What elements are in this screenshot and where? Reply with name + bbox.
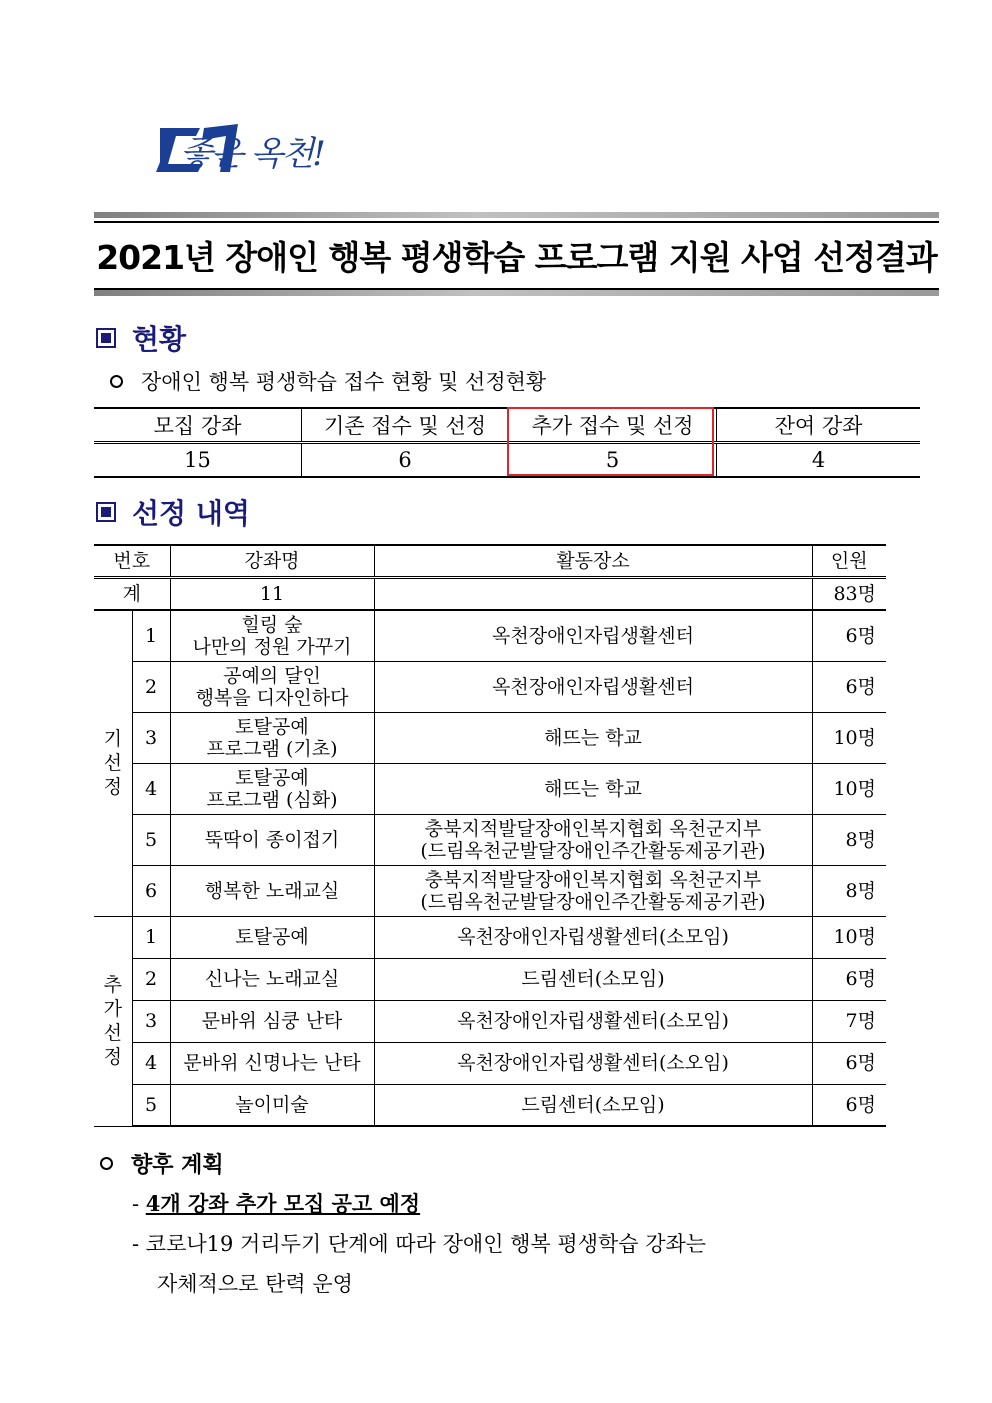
section-selection-heading <box>96 492 250 532</box>
square-bullet-icon <box>96 502 116 522</box>
group-label <box>94 727 132 799</box>
plan-item-continued: 자체적으로 탄력 운영 <box>157 1272 353 1296</box>
course-place: 해뜨는 학교 <box>374 712 812 763</box>
course-name: 공예의 달인 행복을 디자인하다 <box>170 661 374 712</box>
course-place: 드림센터(소모임) <box>374 1084 812 1126</box>
group-label-char: 선 <box>103 1022 122 1044</box>
document-title: 2021년 장애인 행복 평생학습 프로그램 지원 사업 선정결과 <box>96 238 937 277</box>
course-place: 해뜨는 학교 <box>374 763 812 814</box>
group-label-char: 가 <box>103 998 122 1020</box>
table-row <box>94 1084 886 1126</box>
course-place: 충북지적발달장애인복지협회 옥천군지부 (드림옥천군발달장애인주간활동제공기관) <box>374 865 812 916</box>
course-place: 옥천장애인자립생활센터 <box>374 610 812 661</box>
table-row <box>94 712 886 763</box>
course-count: 6명 <box>812 958 886 1000</box>
plan-item: - 코로나19 거리두기 단계에 따라 장애인 행복 평생학습 강좌는 <box>132 1232 707 1256</box>
header-name: 강좌명 <box>170 545 374 578</box>
course-place: 옥천장애인자립생활센터(소모임) <box>374 1000 812 1042</box>
course-place: 옥천장애인자립생활센터(소모임) <box>374 916 812 958</box>
total-label: 계 <box>94 578 170 611</box>
course-count: 7명 <box>812 1000 886 1042</box>
header-no: 번호 <box>94 545 170 578</box>
status-bullet <box>110 366 546 396</box>
row-number: 5 <box>132 1084 170 1126</box>
total-count: 83명 <box>812 578 886 611</box>
plan-item: - 4개 강좌 추가 모집 공고 예정 <box>132 1191 421 1216</box>
course-name: 힐링 숲 나만의 정원 가꾸기 <box>170 610 374 661</box>
status-header-cell: 기존 접수 및 선정 <box>302 408 509 443</box>
row-number: 6 <box>132 865 170 916</box>
course-name: 문바위 심쿵 난타 <box>170 1000 374 1042</box>
course-name: 신나는 노래교실 <box>170 958 374 1000</box>
title-band <box>94 212 939 296</box>
group-label-char: 정 <box>103 1046 122 1068</box>
logo-slogan: 좋은 옥천! <box>180 134 324 174</box>
square-bullet-icon <box>96 328 116 348</box>
course-count: 8명 <box>812 865 886 916</box>
course-count: 10명 <box>812 916 886 958</box>
group-label <box>94 973 132 1069</box>
course-name: 행복한 노래교실 <box>170 865 374 916</box>
row-number: 3 <box>132 1000 170 1042</box>
header-count: 인원 <box>812 545 886 578</box>
group-label-cell <box>94 916 132 1126</box>
total-place <box>374 578 812 611</box>
row-number: 4 <box>132 1042 170 1084</box>
section-selection-title: 선정 내역 <box>132 497 250 530</box>
status-value-cell: 4 <box>717 443 921 478</box>
row-number: 4 <box>132 763 170 814</box>
header-place: 활동장소 <box>374 545 812 578</box>
group-label-char: 선 <box>103 752 122 775</box>
group-label-char: 기 <box>103 728 122 751</box>
status-value-cell: 5 <box>509 443 717 478</box>
course-name: 뚝딱이 종이접기 <box>170 814 374 865</box>
row-number: 1 <box>132 610 170 661</box>
table-row <box>94 865 886 916</box>
table-row <box>94 958 886 1000</box>
row-number: 5 <box>132 814 170 865</box>
total-courses: 11 <box>170 578 374 611</box>
table-row <box>94 610 886 661</box>
table-row <box>94 1042 886 1084</box>
course-place: 드림센터(소모임) <box>374 958 812 1000</box>
status-header-cell: 추가 접수 및 선정 <box>509 408 717 443</box>
course-count: 6명 <box>812 1042 886 1084</box>
course-count: 10명 <box>812 712 886 763</box>
course-count: 10명 <box>812 763 886 814</box>
status-value-cell: 15 <box>94 443 302 478</box>
plan-heading-text: 향후 계획 <box>131 1152 224 1178</box>
row-number: 2 <box>132 661 170 712</box>
plan-heading <box>100 1148 224 1179</box>
highlight-box <box>507 407 714 476</box>
course-name: 놀이미술 <box>170 1084 374 1126</box>
plan-item-text: 코로나19 거리두기 단계에 따라 장애인 행복 평생학습 강좌는 <box>145 1232 707 1256</box>
selection-header-row <box>94 545 886 578</box>
status-value-cell: 6 <box>302 443 509 478</box>
group-label-cell <box>94 610 132 916</box>
title-bottom-band <box>94 290 939 296</box>
course-name: 문바위 신명나는 난타 <box>170 1042 374 1084</box>
table-row <box>94 1000 886 1042</box>
course-place: 충북지적발달장애인복지협회 옥천군지부 (드림옥천군발달장애인주간활동제공기관) <box>374 814 812 865</box>
selection-table <box>94 544 886 1127</box>
group-label-char: 정 <box>103 776 122 799</box>
table-row <box>94 916 886 958</box>
title-top-band <box>94 212 939 218</box>
course-count: 8명 <box>812 814 886 865</box>
row-number: 1 <box>132 916 170 958</box>
section-status-heading <box>96 318 186 358</box>
section-status-title: 현황 <box>132 323 187 356</box>
plan-item-text: 4개 강좌 추가 모집 공고 예정 <box>145 1191 421 1216</box>
course-count: 6명 <box>812 1084 886 1126</box>
status-bullet-text: 장애인 행복 평생학습 접수 현황 및 선정현황 <box>141 370 547 394</box>
circle-bullet-icon <box>100 1157 113 1170</box>
course-place: 옥천장애인자립생활센터 <box>374 661 812 712</box>
course-name: 토탈공예 프로그램 (심화) <box>170 763 374 814</box>
group-label-char: 추 <box>103 974 122 996</box>
course-count: 6명 <box>812 661 886 712</box>
total-row <box>94 578 886 611</box>
course-name: 토탈공예 <box>170 916 374 958</box>
row-number: 2 <box>132 958 170 1000</box>
course-place: 옥천장애인자립생활센터(소오임) <box>374 1042 812 1084</box>
table-row <box>94 814 886 865</box>
status-header-cell: 모집 강좌 <box>94 408 302 443</box>
table-row <box>94 661 886 712</box>
course-count: 6명 <box>812 610 886 661</box>
course-name: 토탈공예 프로그램 (기초) <box>170 712 374 763</box>
row-number: 3 <box>132 712 170 763</box>
table-row <box>94 763 886 814</box>
circle-bullet-icon <box>110 375 123 388</box>
status-header-cell: 잔여 강좌 <box>717 408 921 443</box>
